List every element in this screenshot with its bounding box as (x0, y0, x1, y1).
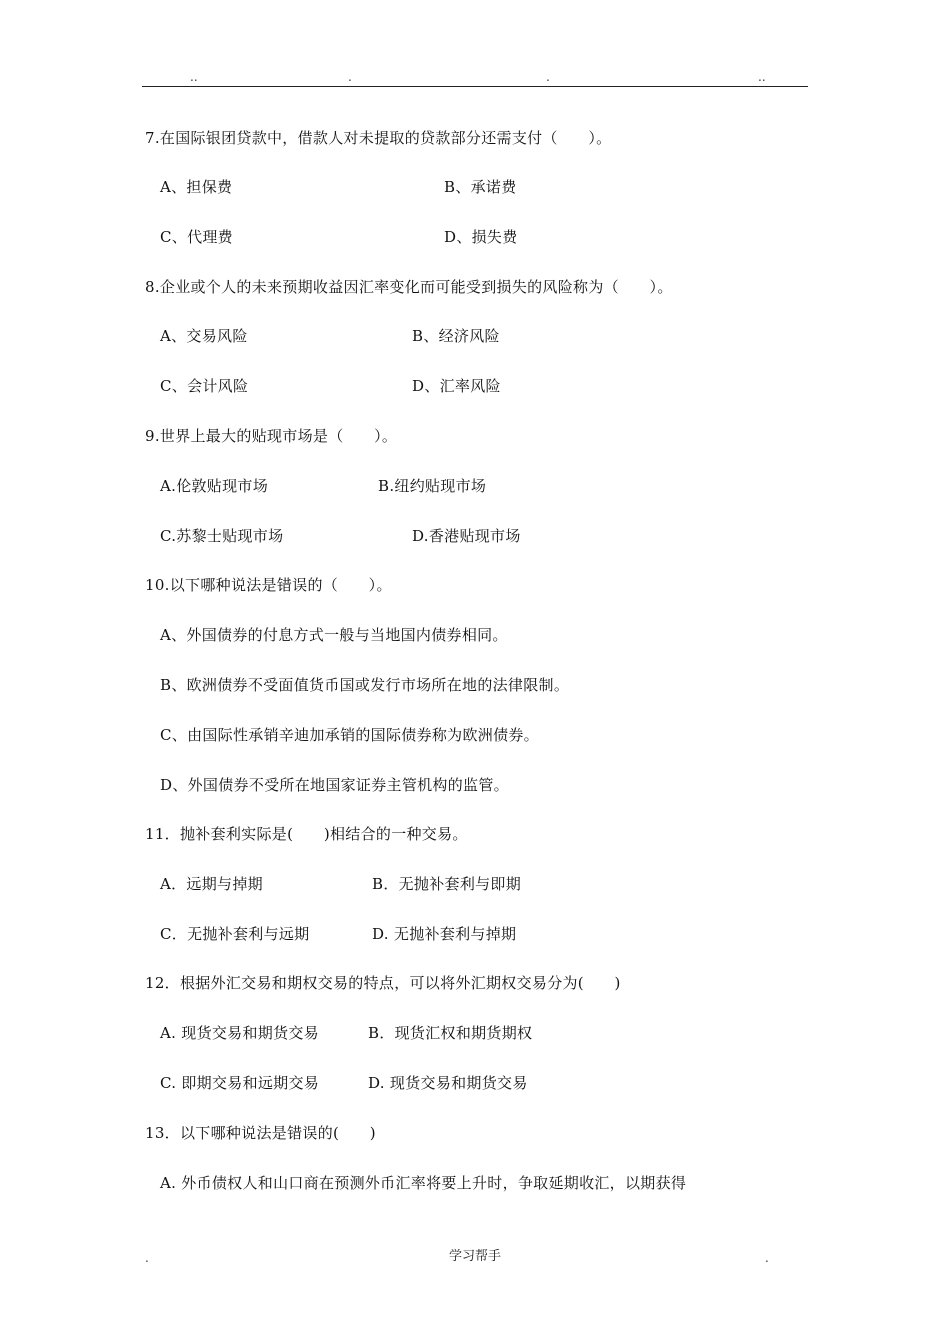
option-a: A、担保费 (160, 178, 233, 196)
option-c: C、会计风险 (160, 377, 249, 395)
option-b: B．现货汇权和期货期权 (368, 1024, 533, 1042)
option-a: A、外国债券的付息方式一般与当地国内债券相同。 (160, 626, 508, 644)
footer-dot: . (145, 1251, 149, 1265)
option-a: A. 现货交易和期货交易 (160, 1024, 319, 1042)
footer-dot: . (765, 1251, 769, 1265)
option-d: D. 无抛补套利与掉期 (372, 925, 517, 943)
option-c: C.苏黎士贴现市场 (160, 527, 284, 545)
option-a: A.伦敦贴现市场 (160, 477, 269, 495)
question-stem: 11．抛补套利实际是( )相结合的一种交易。 (145, 825, 468, 843)
option-c: C. 即期交易和远期交易 (160, 1074, 320, 1092)
question-stem: 13．以下哪种说法是错误的( ) (145, 1124, 376, 1142)
option-b: B、承诺费 (444, 178, 517, 196)
question-stem: 7.在国际银团贷款中，借款人对未提取的贷款部分还需支付（ ）。 (145, 129, 612, 147)
header-dot: .. (190, 70, 198, 84)
footer-label: 学习帮手 (448, 1249, 501, 1264)
option-d: D.香港贴现市场 (412, 527, 521, 545)
header-rule (142, 86, 808, 87)
option-a: A. 外币债权人和山口商在预测外币汇率将要上升时，争取延期收汇，以期获得 (160, 1174, 687, 1192)
question-stem: 10.以下哪种说法是错误的（ ）。 (145, 576, 392, 594)
option-d: D、损失费 (444, 228, 518, 246)
option-c: C、代理费 (160, 228, 233, 246)
option-b: B.纽约贴现市场 (378, 477, 487, 495)
header-dot: . (348, 70, 352, 84)
option-c: C．无抛补套利与远期 (160, 925, 310, 943)
option-c: C、由国际性承销辛迪加承销的国际债券称为欧洲债券。 (160, 726, 539, 744)
question-stem: 8.企业或个人的未来预期收益因汇率变化而可能受到损失的风险称为（ ）。 (145, 278, 673, 296)
option-b: B．无抛补套利与即期 (372, 875, 522, 893)
option-d: D. 现货交易和期货交易 (368, 1074, 528, 1092)
option-a: A．远期与掉期 (160, 875, 263, 893)
question-stem: 9.世界上最大的贴现市场是（ ）。 (145, 427, 398, 445)
option-b: B、经济风险 (412, 327, 500, 345)
header-dot: . (546, 70, 550, 84)
option-a: A、交易风险 (160, 327, 248, 345)
option-d: D、外国债券不受所在地国家证券主管机构的监管。 (160, 776, 509, 794)
header-dot: .. (758, 70, 766, 84)
question-stem: 12．根据外汇交易和期权交易的特点，可以将外汇期权交易分为( ) (145, 974, 621, 992)
option-d: D、汇率风险 (412, 377, 501, 395)
option-b: B、欧洲债券不受面值货币国或发行市场所在地的法律限制。 (160, 676, 570, 694)
